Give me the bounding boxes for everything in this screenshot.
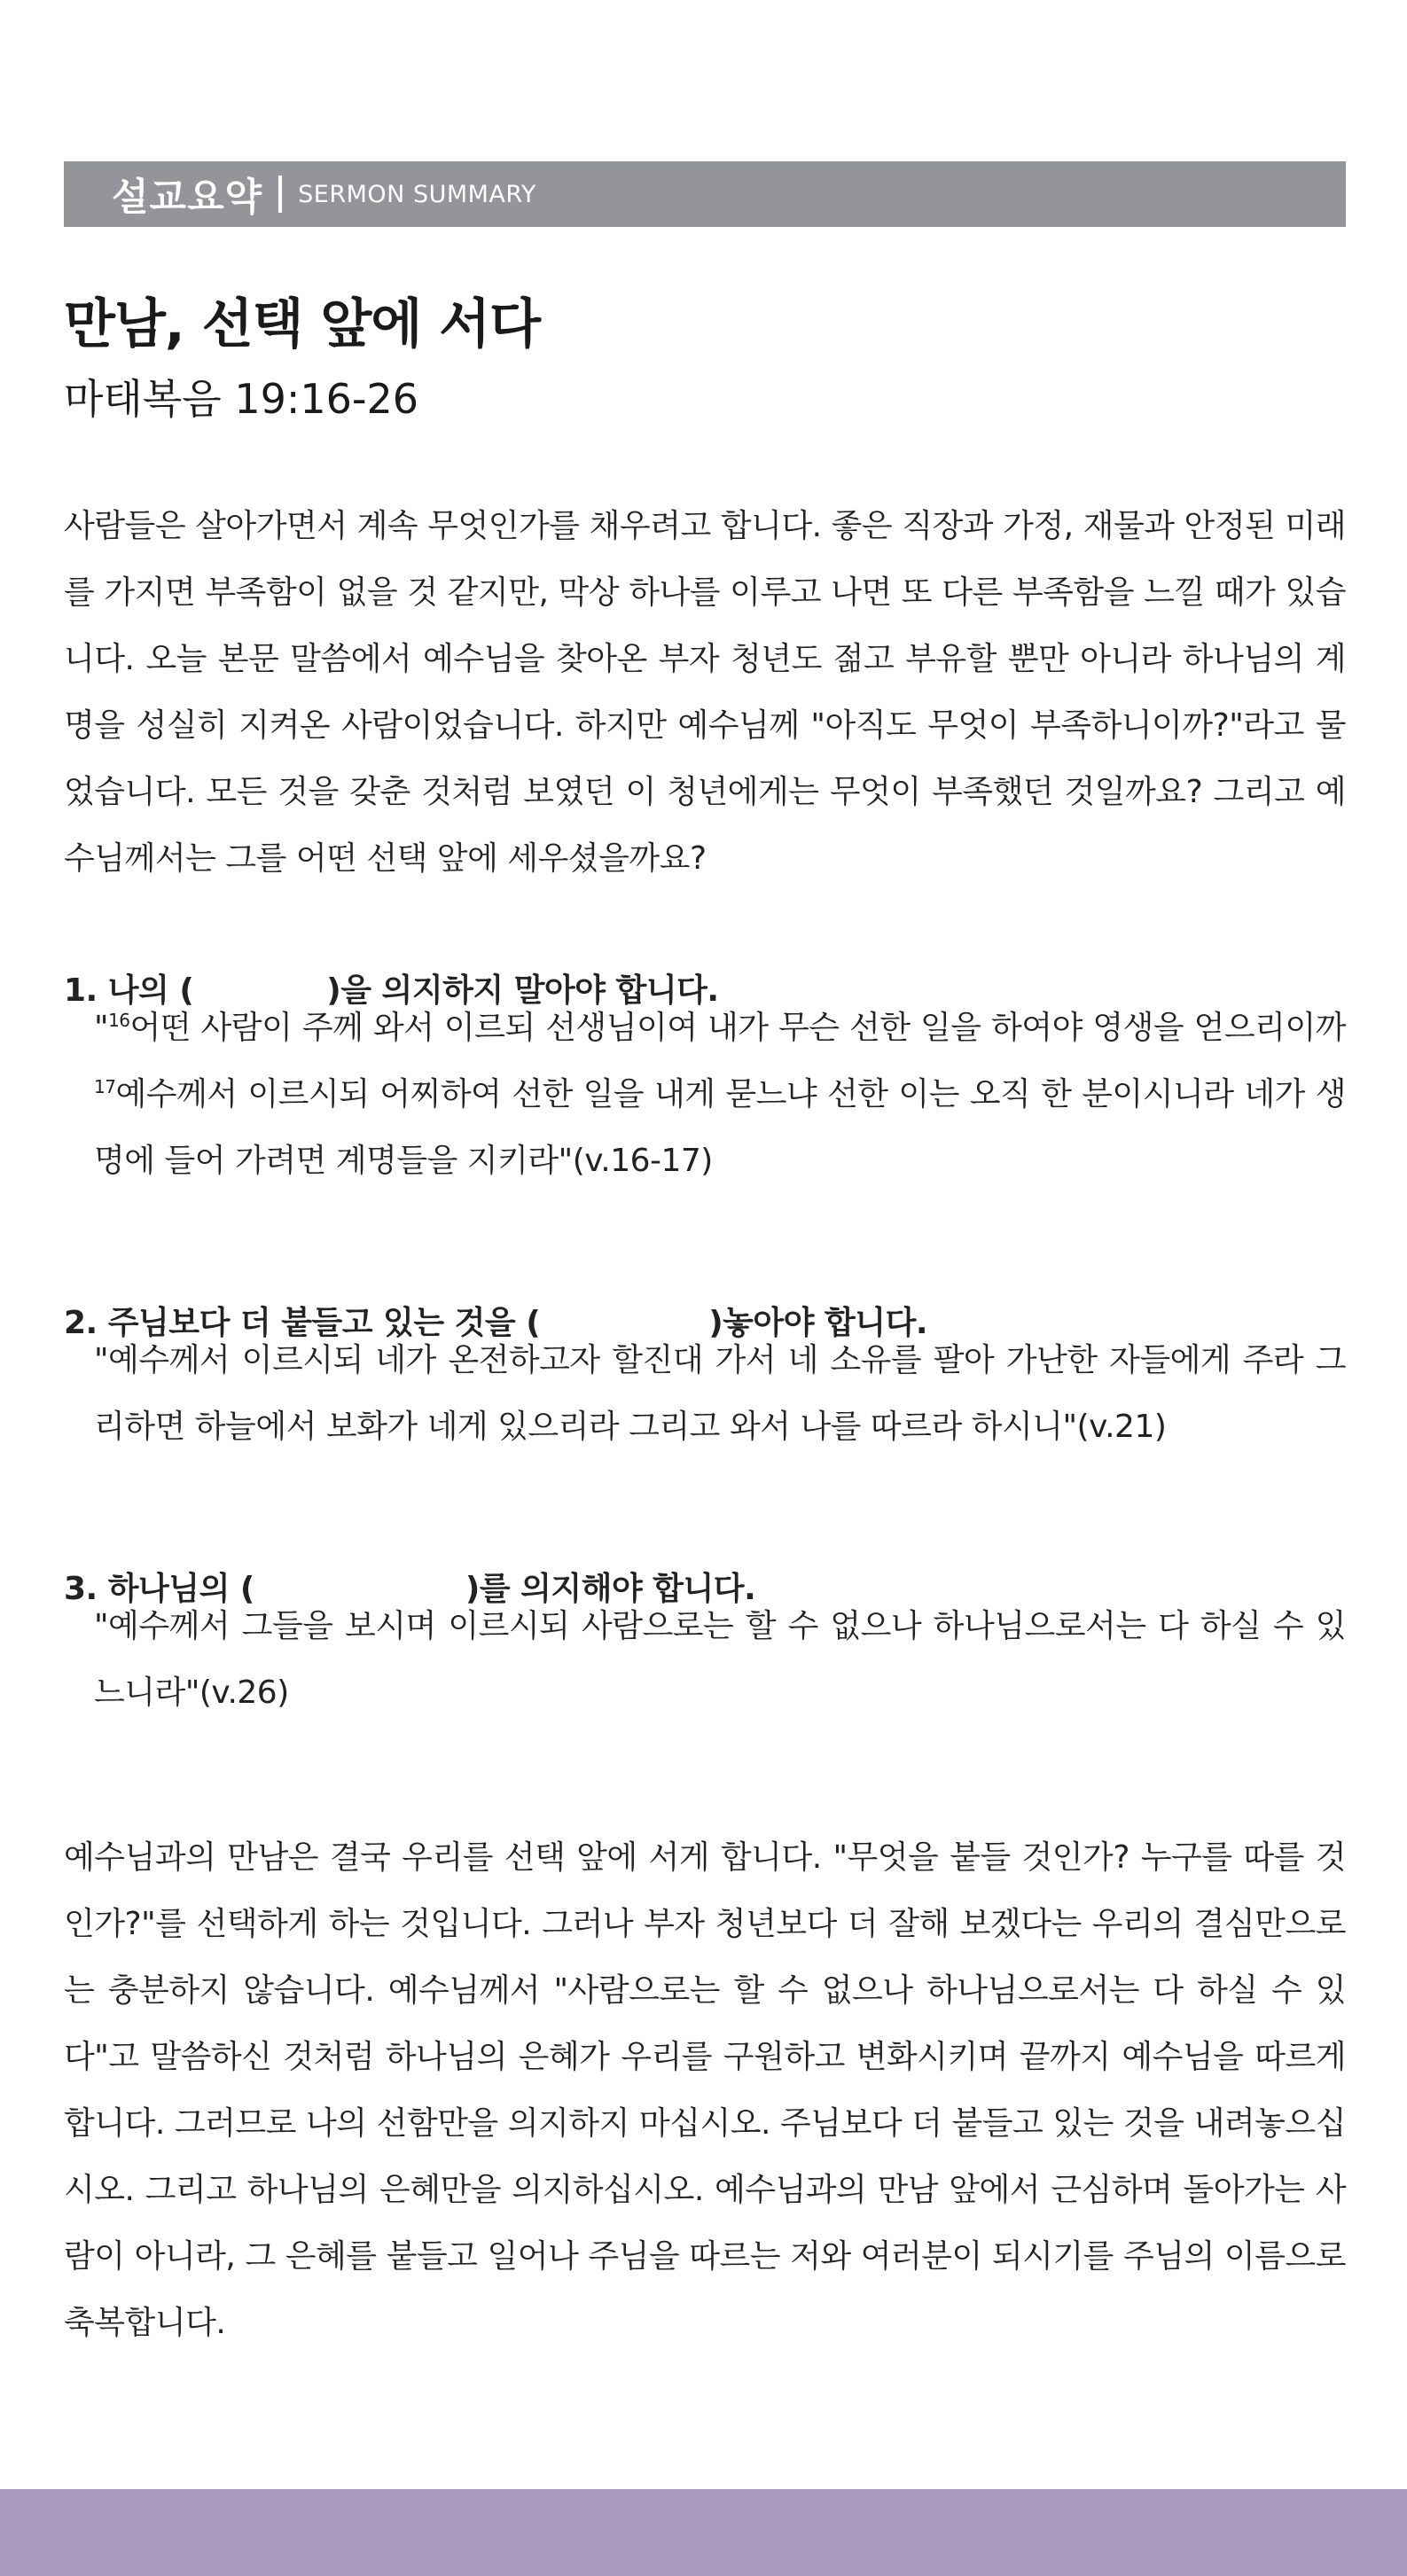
section-banner: [64, 161, 1346, 227]
quote-open: ": [94, 1010, 109, 1046]
point-2-scripture: "예수께서 이르시되 네가 온전하고자 할진대 가서 네 소유를 팔아 가난한 자들에게 주라 그리하면 하늘에서 보화가 네게 있으리라 그리고 와서 나를 따르라 하시니"(v.21): [94, 1342, 1346, 1445]
banner-title-korean: 설교요약: [112, 175, 263, 220]
scripture-reference: 마태복음 19:16-26: [64, 375, 419, 423]
point-2-heading-end: )놓아야 합니다.: [708, 1305, 928, 1341]
point-1-heading-start: 1. 나의 (: [64, 972, 194, 1009]
footer-bar: [0, 2489, 1407, 2576]
verse-number: 16: [108, 1010, 130, 1031]
closing-paragraph: 예수님과의 만남은 결국 우리를 선택 앞에 서게 합니다. "무엇을 붙들 것인가? 누구를 따를 것인가?"를 선택하게 하는 것입니다. 그러나 부자 청년보다 더 잘해 보겠다는 우리의 결심만으로는 충분하지 않습니다. 예수님께서 "사람으로는 할 수 없으나 하나님으로서는 다 하실 수 있다"고 말씀하신 것처럼 하나님의 은혜가 우리를 구원하고 변화시키며 끝까지 예수님을 따르게 합니다. 그러므로 나의 선함만을 의지하지 마십시오. 주님보다 더 붙들고 있는 것을 내려놓으십시오. 그리고 하나님의 은혜만을 의지하십시오. 예수님과의 만남 앞에서 근심하며 돌아가는 사람이 아니라, 그 은혜를 붙들고 일어나 주님을 따르는 저와 여러분이 되시기를 주님의 이름으로 축복합니다.: [64, 1839, 1346, 2341]
sermon-title: 만남, 선택 앞에 서다: [64, 293, 541, 355]
banner-title-english: SERMON SUMMARY: [298, 180, 536, 208]
point-3-scripture: "예수께서 그들을 보시며 이르시되 사람으로는 할 수 없으나 하나님으로서는 다 하실 수 있느니라"(v.26): [94, 1608, 1346, 1711]
verse-number: 17: [94, 1076, 116, 1097]
point-3-heading-start: 3. 하나님의 (: [64, 1571, 254, 1607]
point-1-heading-end: )을 의지하지 말아야 합니다.: [326, 972, 719, 1009]
point-2-heading-start: 2. 주님보다 더 붙들고 있는 것을 (: [64, 1305, 541, 1341]
verse-text: 어떤 사람이 주께 와서 이르되 선생님이여 내가 무슨 선한 일을 하여야 영생을 얻으리이까: [129, 1010, 1346, 1046]
point-1-scripture: [94, 995, 1346, 1194]
intro-paragraph: 사람들은 살아가면서 계속 무엇인가를 채우려고 합니다. 좋은 직장과 가정, 재물과 안정된 미래를 가지면 부족함이 없을 것 같지만, 막상 하나를 이루고 나면 또 다른 부족함을 느낄 때가 있습니다. 오늘 본문 말씀에서 예수님을 찾아온 부자 청년도 젊고 부유할 뿐만 아니라 하나님의 계명을 성실히 지켜온 사람이었습니다. 하지만 예수님께 "아직도 무엇이 부족하니이까?"라고 물었습니다. 모든 것을 갖춘 것처럼 보였던 이 청년에게는 무엇이 부족했던 것일까요? 그리고 예수님께서는 그를 어떤 선택 앞에 세우셨을까요?: [64, 508, 1346, 877]
point-3-heading-end: )를 의지해야 합니다.: [465, 1571, 756, 1607]
banner-divider: [278, 176, 282, 213]
verse-text: 예수께서 이르시되 어찌하여 선한 일을 내게 묻느냐 선한 이는 오직 한 분이시니라 네가 생명에 들어 가려면 계명들을 지키라"(v.16-17): [94, 1076, 1346, 1179]
